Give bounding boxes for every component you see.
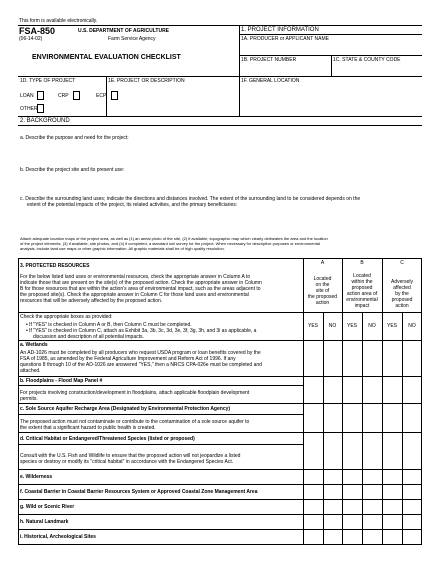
- col-a-desc: Located: [313, 276, 332, 282]
- col-c-desc: proposed: [391, 297, 413, 303]
- form-date: (06-14-02): [19, 36, 43, 42]
- col-a-yes: YES: [307, 323, 318, 329]
- protected-title: 3. PROTECTED RESOURCES: [20, 263, 90, 269]
- site-field[interactable]: [20, 174, 420, 194]
- background-c1: c. Describe the surrounding land uses; indicate the directions and distances involved. The extent of the surrounding land to be considered depends on the: [20, 196, 361, 202]
- col-c-no: NO: [408, 323, 416, 329]
- col-b-desc: Located: [353, 273, 371, 279]
- producer-name-field[interactable]: [241, 43, 421, 54]
- producer-name-label: 1A. PRODUCER or APPLICANT NAME: [241, 36, 329, 42]
- type-of-project-label: 1D. TYPE OF PROJECT: [20, 78, 76, 84]
- bullet-2: • If "YES" is checked in Column C, attach as Exhibit 3a, 3b, 3c, 3d, 3e, 3f, 3g, 3h, and 3i as applicable, a: [26, 328, 257, 334]
- background-title: 2. BACKGROUND: [20, 118, 70, 124]
- loan-label: LOAN: [20, 93, 34, 99]
- col-b-desc: impact: [354, 303, 370, 309]
- resource-wetlands-desc: FSA of 1985, as amended by the Federal Agriculture Improvement and Reform Act of 1996. If any: [20, 356, 236, 362]
- surrounding-field[interactable]: [20, 210, 420, 234]
- electronic-note: This form is available electronically.: [19, 18, 98, 24]
- col-b-desc: proposed: [351, 285, 373, 291]
- crp-checkbox[interactable]: [73, 91, 80, 100]
- state-county-label: 1C. STATE & COUNTY CODE: [333, 57, 401, 63]
- resource-wetlands-desc: An AD-1026 must be completed by all producers who request USDA program or loan benefits covered by the: [20, 350, 261, 356]
- resource-landmark-title: h. Natural Landmark: [20, 519, 69, 525]
- project-description-label: 1E. PROJECT OR DESCRIPTION: [108, 78, 185, 84]
- attach-line-3: analysis, include land use maps or other graphic information. All graphic materials shall be of high quality resolution.: [20, 246, 225, 251]
- column-a-header: A: [320, 260, 325, 266]
- resource-aquifer-title: c. Sole Source Aquifer Recharge Area (Designated by Environmental Protection Agency): [20, 406, 231, 412]
- resource-historical-title: i. Historical, Archeological Sites: [20, 534, 96, 540]
- other-label: OTHER: [20, 106, 38, 112]
- col-b-yes: YES: [346, 323, 357, 329]
- resource-habitat-desc: species or destroy or modify its "critical habitat" in accordance with the Endangered Species Act.: [20, 459, 234, 465]
- resource-habitat-desc: Consult with the U.S. Fish and Wildlife to ensure that the proposed action will not jeopardize a listed: [20, 453, 241, 459]
- column-b-header: B: [360, 260, 364, 266]
- general-location-field[interactable]: [241, 86, 421, 114]
- protected-intro-4: the proposed site(s). Check the appropriate answer in Column C for those land uses and environmental: [20, 292, 249, 298]
- project-info-label: 1. PROJECT INFORMATION: [241, 27, 319, 33]
- project-number-label: 1B. PROJECT NUMBER: [241, 57, 297, 63]
- col-b-desc: within the: [351, 279, 373, 285]
- attach-line-1: Attach adequate location maps of the project area, as well as (1) an aerial photo of the site, (2) if available, topographic map which clearly delineates the area and the location: [20, 236, 328, 241]
- resource-floodplains-desc: permits.: [20, 396, 38, 402]
- check-boxes-note: Check the appropriate boxes as provided:: [20, 314, 113, 320]
- background-b: b. Describe the project site and its present use:: [20, 167, 125, 173]
- resource-coastal-title: f. Coastal Barrier in Coastal Barrier Resources System or Approved Coastal Zone Management Area: [20, 489, 258, 495]
- attach-line-2: of the project elements, (3) if available, site photos, and (4) if completed, a standard soil survey for the project. When necessary for descriptive purposes or environmental: [20, 241, 320, 246]
- project-description-field[interactable]: [108, 86, 237, 114]
- resource-wilderness-title: e. Wilderness: [20, 474, 53, 480]
- col-c-desc: affected: [393, 285, 411, 291]
- col-a-desc: action: [315, 300, 330, 306]
- protected-intro-3: B for those resources that are within the action's area of environmental impact, such as the areas adjacent to: [20, 286, 261, 292]
- state-county-field[interactable]: [333, 64, 421, 75]
- resource-aquifer-desc: The proposed action must not contaminate or contribute to the contamination of a sole source aquifer to: [20, 419, 250, 425]
- protected-intro-2: indicate those that are present on the site(s) of the proposed action. Check the appropriate answer in Column: [20, 280, 262, 286]
- col-a-desc: the proposed: [307, 294, 338, 300]
- resource-aquifer-desc: the extent that a significant hazard to public health is created.: [20, 425, 156, 431]
- bullet-2b: discussion and description of all potential impacts.: [33, 334, 144, 340]
- loan-checkbox[interactable]: [37, 91, 44, 100]
- protected-intro-1: For the below listed land uses or environmental resources, check the appropriate answer in Column A to: [20, 274, 251, 280]
- col-c-yes: YES: [386, 323, 397, 329]
- form-title: ENVIRONMENTAL EVALUATION CHECKLIST: [32, 54, 181, 61]
- agency: Farm Service Agency: [108, 36, 156, 42]
- background-a: a. Describe the purpose and need for the project:: [20, 135, 129, 141]
- form-number: FSA-850: [19, 26, 56, 36]
- background-c2: extent of the potential impacts of the project, its related activities, and the primary beneficiaries:: [27, 202, 238, 208]
- resource-habitat-title: d. Critical Habitat or Endangered/Threatened Species (listed or proposed): [20, 436, 195, 442]
- col-a-desc: site of: [315, 288, 330, 294]
- resource-floodplains-title: b. Floodplains - Flood Map Panel #: [20, 378, 103, 384]
- resource-floodplains-desc: For projects involving construction/development in floodplains, attach applicable floodplain development: [20, 390, 250, 396]
- col-c-desc: by the: [395, 291, 409, 297]
- other-checkbox[interactable]: [37, 104, 44, 113]
- project-number-field[interactable]: [241, 64, 329, 75]
- ecp-label: ECP: [96, 93, 107, 99]
- resource-wetlands-desc: attached.: [20, 368, 41, 374]
- purpose-field[interactable]: [20, 142, 420, 164]
- col-b-desc: environmental: [346, 297, 378, 303]
- col-a-desc: on the: [315, 282, 330, 288]
- crp-label: CRP: [58, 93, 69, 99]
- resource-wetlands-title: a. Wetlands: [20, 342, 48, 348]
- column-c-header: C: [400, 260, 404, 266]
- col-c-desc: Adversely: [391, 279, 413, 285]
- col-a-no: NO: [328, 323, 337, 329]
- department: U.S. DEPARTMENT OF AGRICULTURE: [78, 28, 170, 34]
- resource-river-title: g. Wild or Scenic River: [20, 504, 75, 510]
- general-location-label: 1F. GENERAL LOCATION: [241, 78, 300, 84]
- col-c-desc: action: [395, 303, 409, 309]
- resource-wetlands-desc: questions 8 through 10 of the AD-1026 are answered "YES," then a NRCS CPA-026e must be completed and: [20, 362, 262, 368]
- col-b-no: NO: [368, 323, 376, 329]
- col-b-desc: action area of: [346, 291, 378, 297]
- bullet-1: • If "YES" is checked in Column A or B, then Column C must be completed.: [26, 322, 192, 328]
- protected-intro-5: resources that will be adversely affected by the proposed action.: [20, 298, 163, 304]
